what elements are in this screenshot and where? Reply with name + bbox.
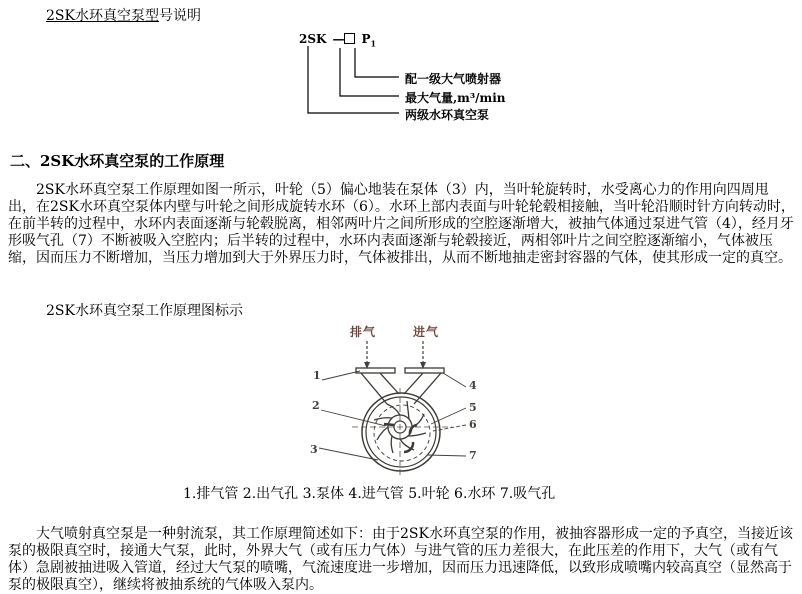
figure-caption-line: 2SK水环真空泵工作原理图标示 [46, 303, 243, 319]
exhaust-label: 排气 [350, 325, 377, 339]
exhaust-arrow-icon [364, 341, 370, 369]
intake-label: 进气 [413, 325, 440, 339]
model-label-capacity: 最大气量,m³/min [405, 91, 506, 105]
part-number-3: 3 [310, 443, 318, 456]
part-number-7: 7 [469, 449, 477, 462]
part-number-6: 6 [469, 418, 477, 431]
ejector-paragraph: 大气喷射真空泵是一种射流泵，其工作原理简述如下：由于2SK水环真空泵的作用，被抽容器形成一定的予真空，当接近该泵的极限真空时，接通大气泵，此时，外界大气（或有压力气体）与进气管的压力差很大，在此压差的作用下，大气（或有气体）急剧被抽进吸入管道，经过大气泵的喷嘴，气流速度进一步增加，因而压力迅速降低，以致形成喷嘴内较高真空（显然高于泵的极限真空），继续将被抽系统的气体吸入泵内。 [8, 526, 793, 593]
pump-schematic-figure [293, 320, 508, 485]
figure-legend: 1.排气管 2.出气孔 3.泵体 4.进气管 5.叶轮 6.水环 7.吸气孔 [183, 486, 556, 502]
model-number-diagram [295, 30, 555, 125]
section-heading: 二、2SK水环真空泵的工作原理 [10, 152, 225, 170]
model-code-dash: — [332, 32, 345, 46]
part-number-5: 5 [469, 401, 477, 414]
intake-arrow-icon [420, 341, 426, 369]
model-box-placeholder-icon [344, 33, 355, 44]
leader-lines [319, 371, 466, 460]
model-code-subscript: 1 [370, 38, 377, 49]
model-code-prefix: 2SK [299, 32, 327, 46]
page-title [46, 5, 201, 25]
model-label-ejector: 配一级大气喷射器 [405, 72, 502, 86]
part-number-1: 1 [313, 369, 321, 382]
page-title-rest: 号说明 [158, 8, 201, 24]
working-principle-paragraph: 2SK水环真空泵工作原理如图一所示，叶轮（5）偏心地装在泵体（3）内，当叶轮旋转时，水受离心力的作用向四周甩出，在2SK水环真空泵体内壁与叶轮之间形成旋转水环（6）。水环上部内表面与叶轮轮毂相接触，当叶轮沿顺时针方向转动时，在前半转的过程中，水环内表面逐渐与轮毂脱离，相邻两叶片之间所形成的空腔逐渐增大，被抽气体通过泵进气管（4），经月牙形吸气孔（7）不断被吸入空腔内；后半转的过程中，水环内表面逐渐与轮毂接近，两相邻叶片之间空腔逐渐缩小，气体被压缩，因而压力不断增加，当压力增加到大于外界压力时，气体被排出，从而不断地抽走密封容器的气体，使其形成一定的真空。 [8, 182, 795, 266]
part-number-2: 2 [312, 399, 320, 412]
model-code [299, 32, 376, 48]
part-number-4: 4 [469, 379, 477, 392]
model-code-letter: P [361, 32, 371, 46]
page-title-underlined: 2SK水环真空泵型 [46, 8, 159, 24]
model-label-two-stage: 两级水环真空泵 [405, 108, 490, 122]
